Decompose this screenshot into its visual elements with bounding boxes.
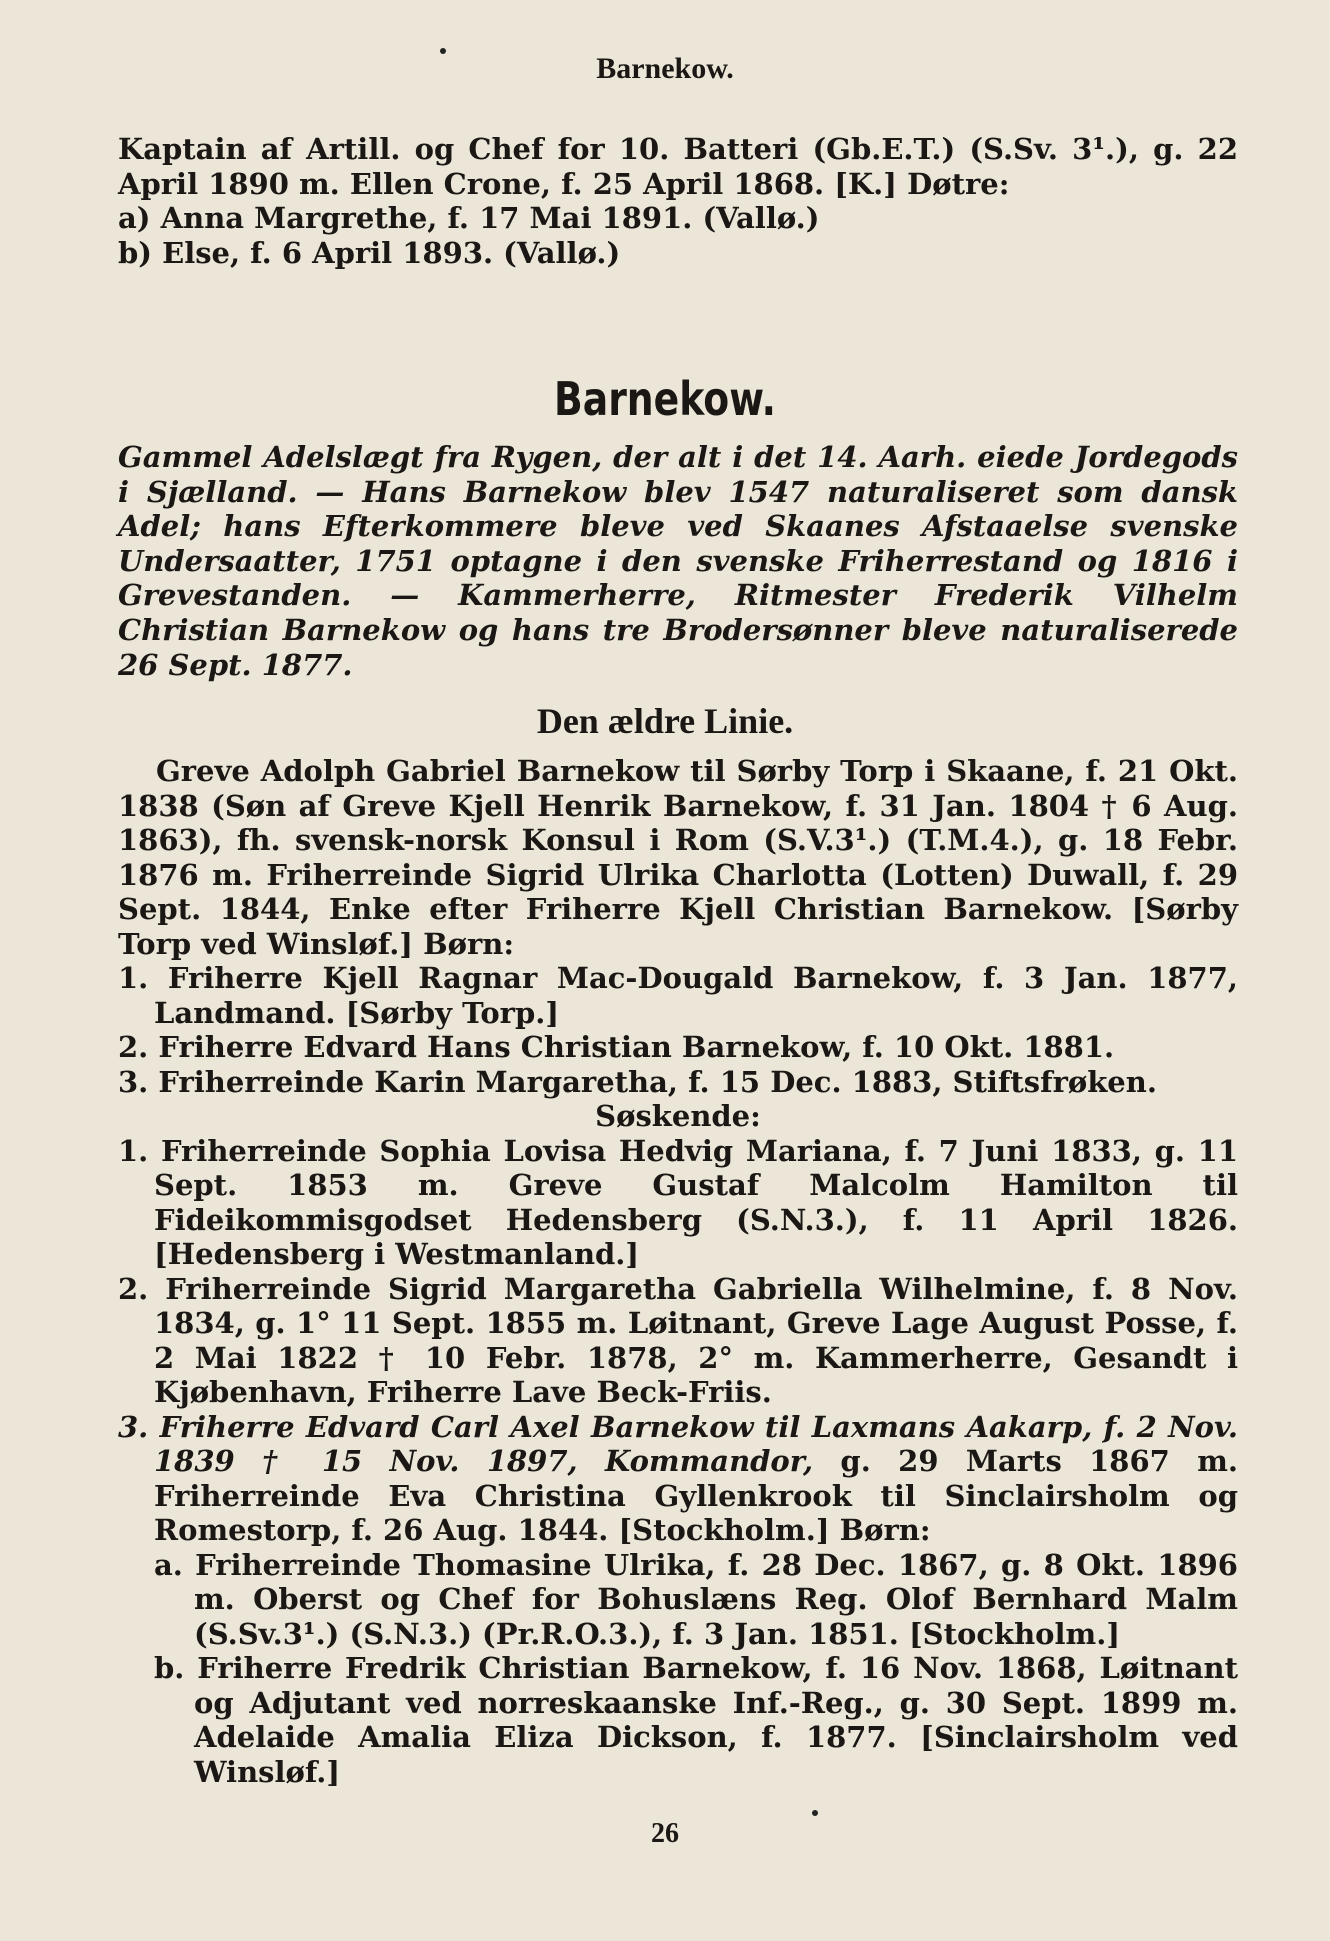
list-item: 2. Friherre Edvard Hans Christian Barnekow, f. 10 Okt. 1881. [118,1030,1115,1064]
main-paragraph: Greve Adolph Gabriel Barnekow til Sørby Torp i Skaane, f. 21 Okt. 1838 (Søn af Greve Kjell Henrik Barnekow, f. 31 Jan. 1804 † 6 Aug. 1863), fh. svensk-norsk Konsul i Rom (S.V.3¹.) (T.M.4.), g. 18 Febr. 1876 m. Friherreinde Sigrid Ulrika Charlotta (Lotten) Duwall, f. 29 Sept. 1844, Enke efter Friherre Kjell Christian Barnekow. [Sørby Torp ved Winsløf.] Børn: [118,754,1238,961]
top-entry-line: a) Anna Margrethe, f. 17 Mai 1891. (Vallø.) [118,201,820,235]
running-head: Barnekow. [596,52,734,85]
top-entry-line: b) Else, f. 6 April 1893. (Vallø.) [118,235,621,270]
subheading: Den ældre Linie. [536,701,794,741]
list-item: b. Friherre Fredrik Christian Barnekow, f. 16 Nov. 1868, Løitnant og Adjutant ved norreskaanske Inf.-Reg., g. 30 Sept. 1899 m. Adelaide Amalia Eliza Dickson, f. 1877. [Sinclairsholm ved Winsløf.] [154,1651,1238,1789]
top-entry-line: Kaptain af Artill. og Chef for 10. Batteri (Gb.E.T.) (S.Sv. 3¹.), g. 22 April 1890 m. Ellen Crone, f. 25 April 1868. [K.] Døtre: [118,132,1238,201]
sibling3-italic: 3. Friherre Edvard Carl Axel Barnekow til Laxmans Aakarp, f. 2 Nov. 1839 † 15 Nov. 1897, Kommandor, [118,1409,1238,1478]
list-item [118,1410,1238,1548]
intro-text: Gammel Adelslægt fra Rygen, der alt i det 14. Aarh. eiede Jordegods i Sjælland. — Hans Barnekow blev 1547 naturaliseret som dansk Adel; hans Efterkommere bleve ved Skaanes Afstaaelse svenske Undersaatter, 1751 optagne i den svenske Friherrestand og 1816 i Grevestanden. — Kammerherre, Ritmester Frederik Vilhelm Christian Barnekow og hans tre Brodersønner bleve naturaliserede 26 Sept. 1877. [118,440,1238,682]
list-item: 1. Friherre Kjell Ragnar Mac-Dougald Barnekow, f. 3 Jan. 1877, Landmand. [Sørby Torp.] [118,961,1238,1030]
sibling3-rest: g. 29 Marts 1867 m. Friherreinde Eva Christina Gyllenkrook til Sinclairsholm og Romestorp, f. 26 Aug. 1844. [Stockholm.] Børn: [154,1444,1238,1547]
page-number: 26 [651,1818,679,1849]
list-item: 2. Friherreinde Sigrid Margaretha Gabriella Wilhelmine, f. 8 Nov. 1834, g. 1° 11 Sept. 1855 m. Løitnant, Greve Lage August Posse, f. 2 Mai 1822 † 10 Febr. 1878, 2° m. Kammerherre, Gesandt i Kjøbenhavn, Friherre Lave Beck-Friis. [118,1271,1238,1409]
list-item: a. Friherreinde Thomasine Ulrika, f. 28 Dec. 1867, g. 8 Okt. 1896 m. Oberst og Chef for Bohuslæns Reg. Olof Bernhard Malm (S.Sv.3¹.) (S.N.3.) (Pr.R.O.3.), f. 3 Jan. 1851. [Stockholm.] [154,1547,1238,1651]
siblings-label: Søskende: [595,1099,761,1133]
genealogy-body [118,754,1238,1789]
top-entry [118,132,1238,270]
print-speck [812,1810,818,1816]
section-title: Barnekow. [553,372,776,426]
intro-paragraph [118,440,1238,682]
list-item: 1. Friherreinde Sophia Lovisa Hedvig Mariana, f. 7 Juni 1833, g. 11 Sept. 1853 m. Greve Gustaf Malcolm Hamilton til Fideikommisgodset Hedensberg (S.N.3.), f. 11 April 1826. [Hedensberg i Westmanland.] [118,1133,1238,1271]
list-item: 3. Friherreinde Karin Margaretha, f. 15 Dec. 1883, Stiftsfrøken. [118,1064,1157,1099]
